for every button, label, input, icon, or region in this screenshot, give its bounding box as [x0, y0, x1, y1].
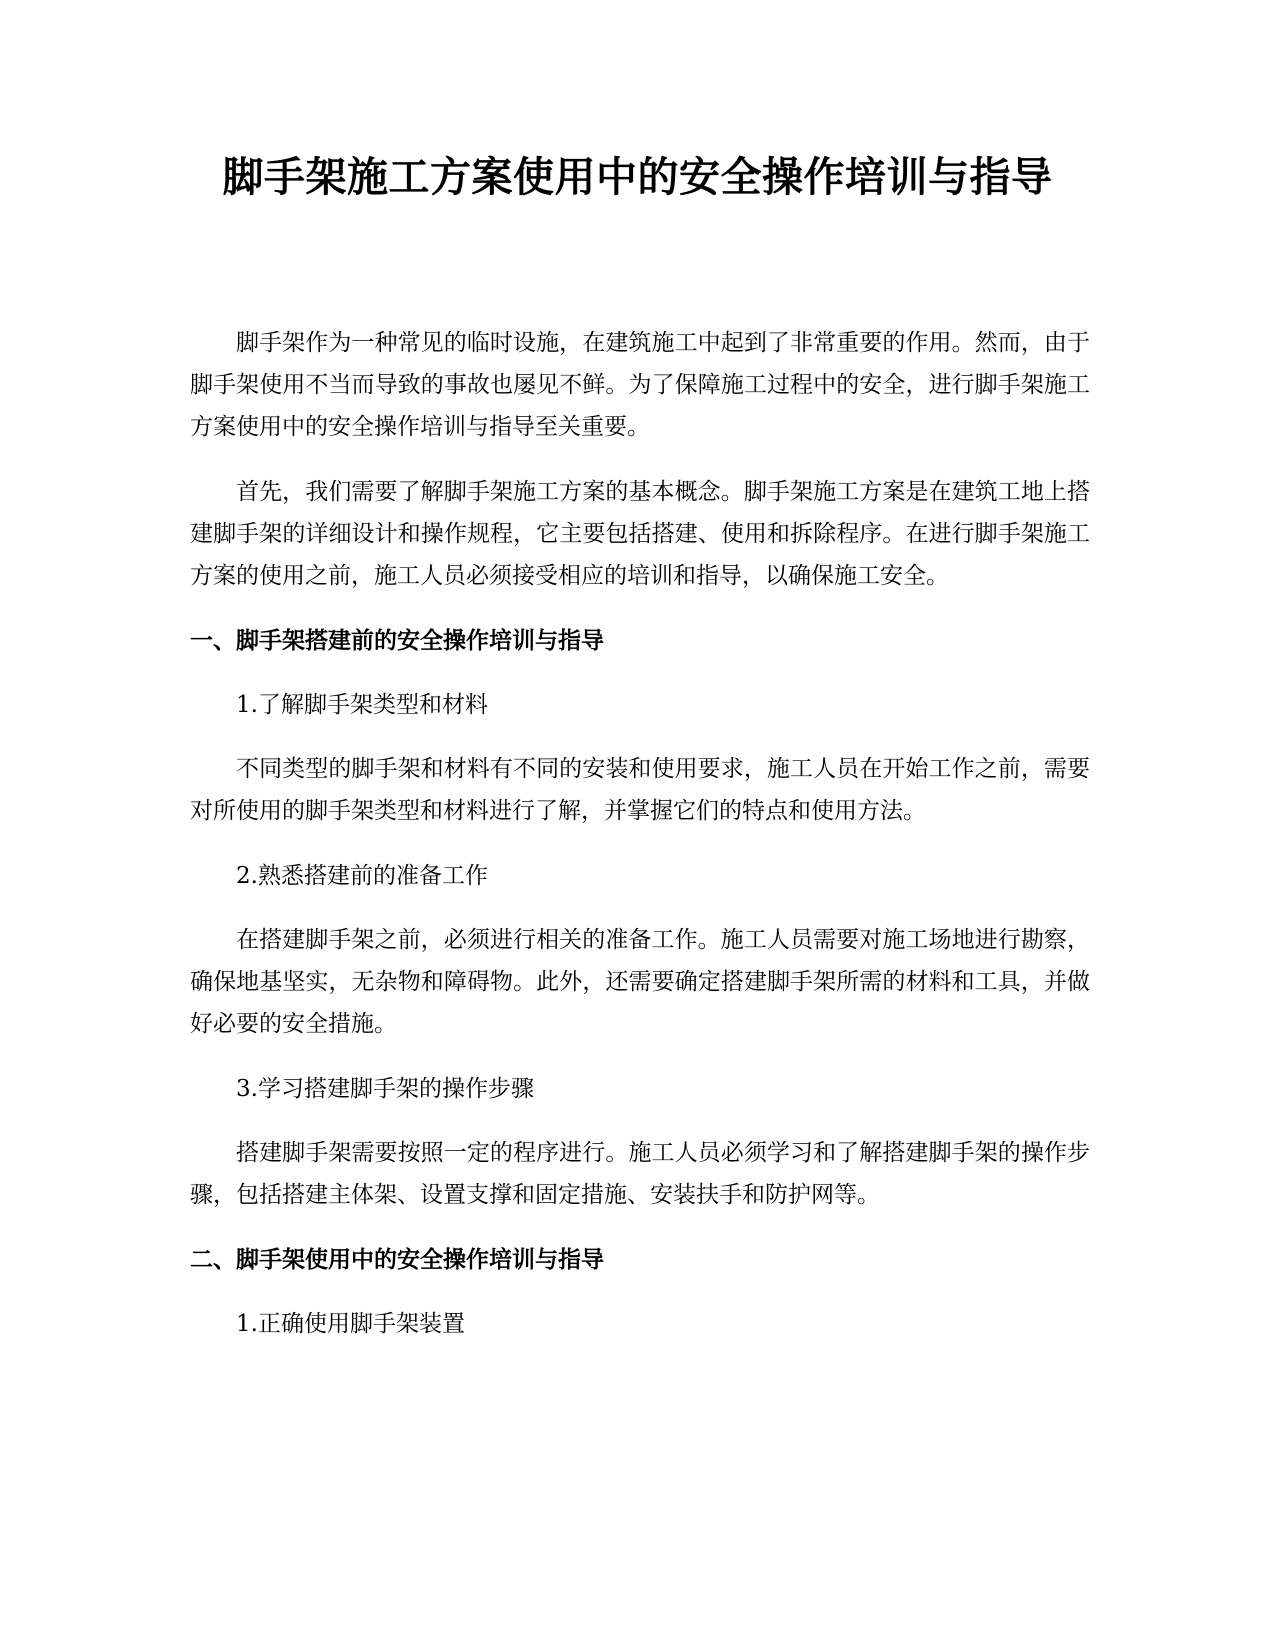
section-1-item-2-title: 2.熟悉搭建前的准备工作 [236, 863, 488, 889]
section-1-item-3-body: 搭建脚手架需要按照一定的程序进行。施工人员必须学习和了解搭建脚手架的操作步骤，包括搭建主体架、设置支撑和固定措施、安装扶手和防护网等。 [190, 1140, 1090, 1208]
intro-paragraph: 脚手架作为一种常见的临时设施，在建筑施工中起到了非常重要的作用。然而，由于脚手架使用不当而导致的事故也屡见不鲜。为了保障施工过程中的安全，进行脚手架施工方案使用中的安全操作培训与指导至关重要。 [190, 330, 1090, 440]
document-title: 脚手架施工方案使用中的安全操作培训与指导 [222, 153, 1053, 201]
section-1-item-3-title: 3.学习搭建脚手架的操作步骤 [236, 1076, 534, 1102]
section-1-item-1-body: 不同类型的脚手架和材料有不同的安装和使用要求，施工人员在开始工作之前，需要对所使用的脚手架类型和材料进行了解，并掌握它们的特点和使用方法。 [190, 756, 1090, 824]
section-1-item-1-title: 1.了解脚手架类型和材料 [236, 692, 488, 718]
section-2-item-1-title: 1.正确使用脚手架装置 [236, 1311, 465, 1337]
concept-paragraph: 首先，我们需要了解脚手架施工方案的基本概念。脚手架施工方案是在建筑工地上搭建脚手架的详细设计和操作规程，它主要包括搭建、使用和拆除程序。在进行脚手架施工方案的使用之前，施工人员必须接受相应的培训和指导，以确保施工安全。 [190, 479, 1090, 589]
section-2-heading: 二、脚手架使用中的安全操作培训与指导 [190, 1247, 604, 1273]
section-1-heading: 一、脚手架搭建前的安全操作培训与指导 [190, 628, 604, 654]
section-1-item-2-body: 在搭建脚手架之前，必须进行相关的准备工作。施工人员需要对施工场地进行勘察，确保地基坚实，无杂物和障碍物。此外，还需要确定搭建脚手架所需的材料和工具，并做好必要的安全措施。 [190, 927, 1090, 1037]
document-body [190, 322, 1090, 1367]
